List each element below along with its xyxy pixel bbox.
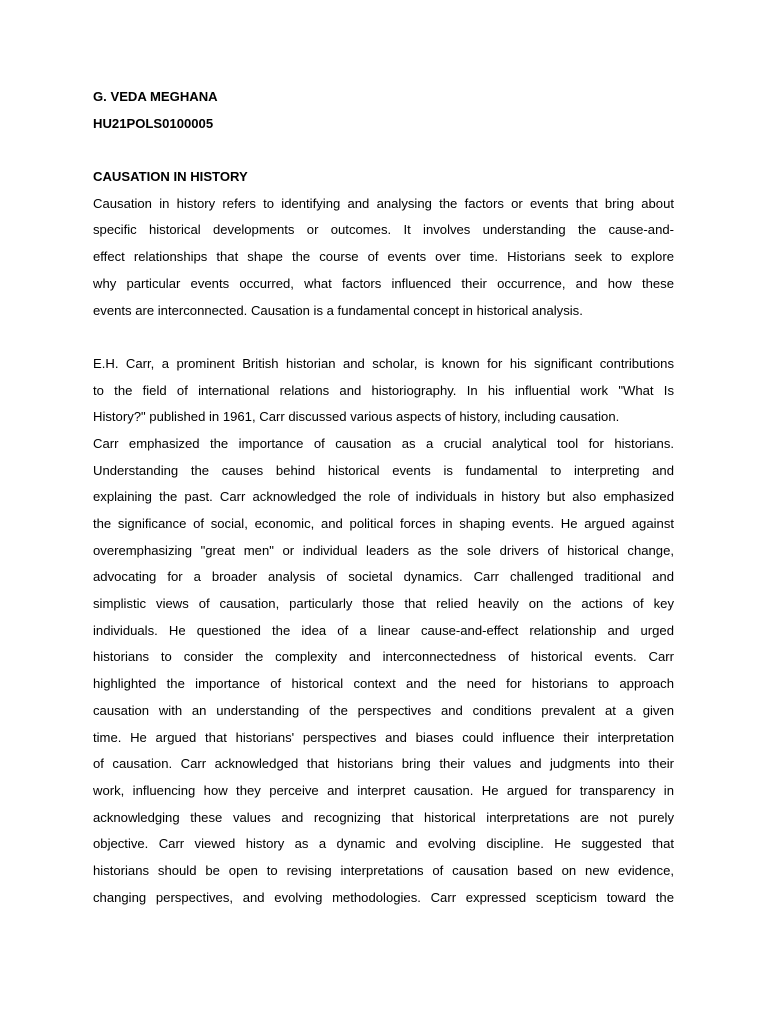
section-heading: CAUSATION IN HISTORY [93,169,248,185]
text-line: Understanding the causes behind historical events is fundamental to interpreting and [93,462,674,478]
text-line: to the field of international relations and historiography. In his influential work "What Is [93,382,674,398]
text-line: why particular events occurred, what factors influenced their occurrence, and how these [93,275,674,291]
text-line: E.H. Carr, a prominent British historian and scholar, is known for his significant contributions [93,355,674,371]
text-line: advocating for a broader analysis of societal dynamics. Carr challenged traditional and [93,569,674,585]
document-page [93,84,674,911]
text-line: Carr emphasized the importance of causation as a crucial analytical tool for historians. [93,435,674,451]
text-line: effect relationships that shape the course of events over time. Historians seek to explore [93,249,674,265]
paragraph-causation-definition [93,191,674,324]
text-line: historians should be open to revising interpretations of causation based on new evidence, [93,862,674,878]
text-line: historians to consider the complexity and interconnectedness of historical events. Carr [93,649,674,665]
spacer [93,324,674,351]
text-line: the significance of social, economic, and political forces in shaping events. He argued against [93,516,674,531]
text-line: individuals. He questioned the idea of a linear cause-and-effect relationship and urged [93,622,674,638]
spacer [93,137,674,164]
text-line: explaining the past. Carr acknowledged the role of individuals in history but also emphasized [93,489,674,505]
text-line: changing perspectives, and evolving methodologies. Carr expressed scepticism toward the [93,889,674,905]
text-line: specific historical developments or outcomes. It involves understanding the cause-and- [93,222,674,238]
text-line: History?" published in 1961, Carr discussed various aspects of history, including causation. [93,409,620,425]
text-line: simplistic views of causation, particularly those that relied heavily on the actions of key [93,596,674,612]
paragraph-carr-intro [93,351,674,431]
text-line: objective. Carr viewed history as a dynamic and evolving discipline. He suggested that [93,836,674,852]
text-line: acknowledging these values and recognizing that historical interpretations are not purely [93,809,674,825]
author-id: HU21POLS0100005 [93,115,214,131]
text-line: of causation. Carr acknowledged that historians bring their values and judgments into their [93,756,674,772]
text-line: highlighted the importance of historical context and the need for historians to approach [93,676,674,692]
text-line: Causation in history refers to identifying and analysing the factors or events that bring about [93,195,674,211]
text-line: work, influencing how they perceive and interpret causation. He argued for transparency in [93,782,674,798]
paragraph-carr-causation [93,431,674,911]
text-line: events are interconnected. Causation is a fundamental concept in historical analysis. [93,302,583,318]
text-line: causation with an understanding of the perspectives and conditions prevalent at a given [93,702,674,718]
text-line: time. He argued that historians' perspectives and biases could influence their interpretation [93,729,674,745]
text-line: overemphasizing "great men" or individual leaders as the sole drivers of historical change, [93,542,674,558]
author-name: G. VEDA MEGHANA [93,89,218,104]
